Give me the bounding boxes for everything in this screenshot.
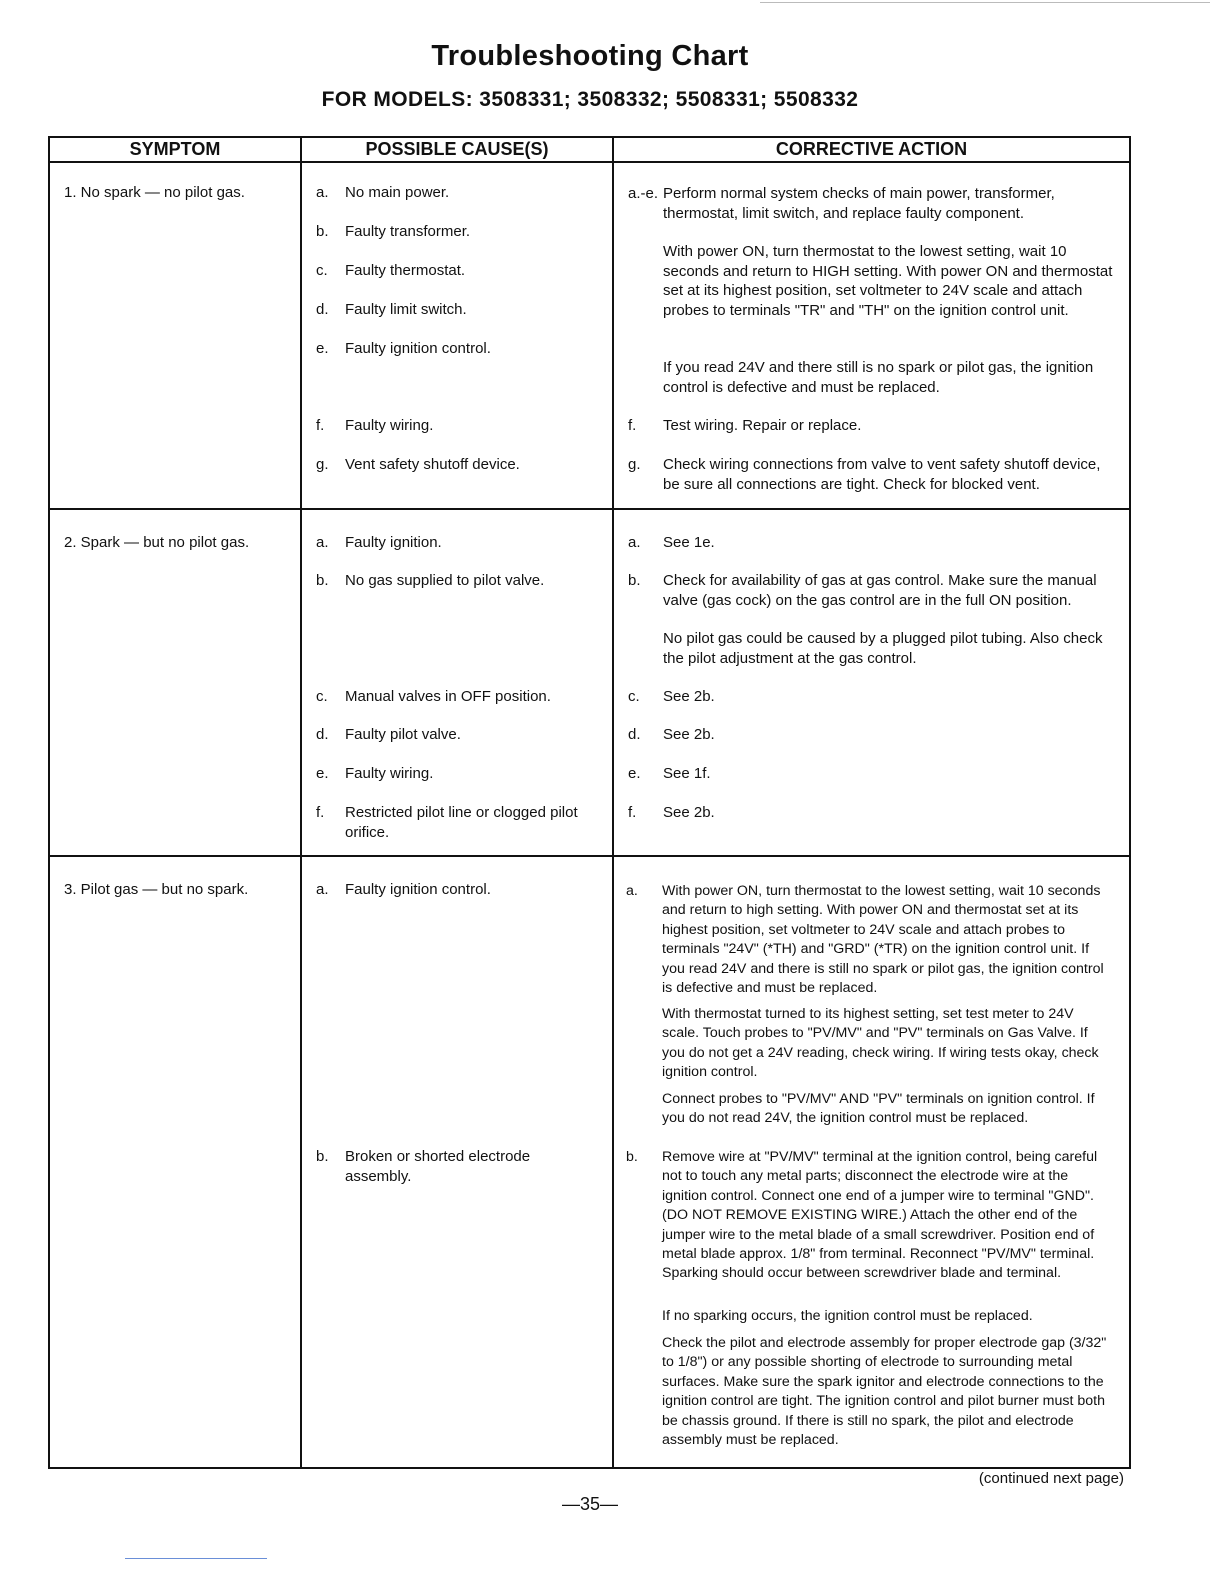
action-label: b. xyxy=(626,1149,638,1165)
cause-label: f. xyxy=(316,417,325,434)
page-title: Troubleshooting Chart xyxy=(431,40,749,72)
symptom-1: 1. No spark — no pilot gas. xyxy=(64,184,245,201)
page-number: —35— xyxy=(561,1494,619,1514)
action-text: Check the pilot and electrode assembly for proper electrode gap (3/32" to 1/8") or any possible shorting of electrode to surrounding metal surfaces. Make sure the spark ignitor and electrode connections to the ignition control are tight. The ignition control and pilot burner must both be chassis ground. If there is still no spark, the pilot and electrode assembly must be replaced. xyxy=(662,1335,1107,1449)
cause-label: d. xyxy=(316,726,329,743)
column-divider xyxy=(612,136,614,1469)
action-text: Connect probes to "PV/MV" AND "PV" terminals on ignition control. If you do not read 24V, the ignition control must be replaced. xyxy=(662,1091,1095,1127)
action-text: See 1f. xyxy=(663,765,711,782)
action-label: a.-e. xyxy=(628,185,659,202)
cause-text: Broken or shorted electrode assembly. xyxy=(345,1148,531,1185)
action-text: With thermostat turned to its highest setting, set test meter to 24V scale. Touch probes to "PV/MV" and "PV" terminals on Gas Valve. If you do not get a 24V reading, check wiring. If wiring tests okay, check ignition control. xyxy=(662,1006,1099,1081)
scan-edge-line xyxy=(760,2,1210,3)
action-label: f. xyxy=(628,417,637,434)
cause-text: No gas supplied to pilot valve. xyxy=(345,572,545,589)
action-text: With power ON, turn thermostat to the lowest setting, wait 10 seconds and return to high setting. With power ON and thermostat set at its highest position, set voltmeter to 24V scale and attach probes to terminals "24V" (*TH) and "GRD" (*TR) on the ignition control unit. If you read 24V and there is still no spark or pilot gas, the ignition control is defective and must be replaced. xyxy=(662,883,1104,997)
action-text: Remove wire at "PV/MV" terminal at the ignition control, being careful not to touch any metal parts; disconnect the electrode wire at the ignition control. Connect one end of a jumper wire to terminal "GND". (DO NOT REMOVE EXISTING WIRE.) Attach the other end of the jumper wire to the metal blade of a small screwdriver. Position end of metal blade approx. 1/8" from terminal. Reconnect "PV/MV" terminal. Sparking should occur between screwdriver blade and terminal. xyxy=(662,1149,1098,1282)
page-subtitle: FOR MODELS: 3508331; 3508332; 5508331; 5508332 xyxy=(321,88,859,111)
cause-label: b. xyxy=(316,572,329,589)
header-action: CORRECTIVE ACTION xyxy=(614,137,1129,163)
cause-label: c. xyxy=(316,262,328,279)
action-text: See 2b. xyxy=(663,804,715,821)
cause-label: a. xyxy=(316,184,329,201)
cause-label: g. xyxy=(316,456,329,473)
action-text: See 2b. xyxy=(663,688,715,705)
action-label: a. xyxy=(628,534,641,551)
continued-note: (continued next page) xyxy=(978,1470,1124,1487)
cause-text: Faulty wiring. xyxy=(345,765,434,782)
column-divider xyxy=(300,136,302,1469)
cause-text: Faulty pilot valve. xyxy=(345,726,461,743)
cause-label: d. xyxy=(316,301,329,318)
cause-text: Restricted pilot line or clogged pilot orifice. xyxy=(345,804,578,841)
action-label: f. xyxy=(628,804,637,821)
action-text: Check for availability of gas at gas control. Make sure the manual valve (gas cock) on the gas control are in the full ON position. xyxy=(663,572,1097,609)
cause-label: c. xyxy=(316,688,328,705)
action-text: See 1e. xyxy=(663,534,715,551)
cause-label: a. xyxy=(316,881,329,898)
action-text: With power ON, turn thermostat to the lowest setting, wait 10 seconds and return to HIGH setting. With power ON and thermostat set at its highest position, set voltmeter to 24V scale and attach probes to terminals "TR" and "TH" on the ignition control unit. xyxy=(663,243,1113,319)
cause-text: Faulty ignition. xyxy=(345,534,442,551)
cause-text: Faulty ignition control. xyxy=(345,881,491,898)
action-text: If you read 24V and there still is no spark or pilot gas, the ignition control is defective and must be replaced. xyxy=(663,359,1094,396)
cause-label: b. xyxy=(316,223,329,240)
symptom-2: 2. Spark — but no pilot gas. xyxy=(64,534,250,551)
header-causes: POSSIBLE CAUSE(S) xyxy=(302,137,612,163)
action-label: d. xyxy=(628,726,641,743)
cause-label: a. xyxy=(316,534,329,551)
action-label: c. xyxy=(628,688,640,705)
header-symptom: SYMPTOM xyxy=(50,137,300,163)
cause-label: e. xyxy=(316,765,329,782)
action-label: g. xyxy=(628,456,641,473)
action-text: Test wiring. Repair or replace. xyxy=(663,417,862,434)
cause-text: No main power. xyxy=(345,184,450,201)
cause-text: Vent safety shutoff device. xyxy=(345,456,520,473)
cause-text: Faulty transformer. xyxy=(345,223,471,240)
action-text: See 2b. xyxy=(663,726,715,743)
cause-text: Faulty wiring. xyxy=(345,417,434,434)
action-label: b. xyxy=(628,572,641,589)
row-divider xyxy=(48,855,1131,857)
cause-label: b. xyxy=(316,1148,329,1165)
cause-text: Faulty thermostat. xyxy=(345,262,466,279)
action-label: a. xyxy=(626,883,638,899)
cause-text: Faulty ignition control. xyxy=(345,340,491,357)
action-text: If no sparking occurs, the ignition control must be replaced. xyxy=(662,1308,1033,1324)
action-text: Check wiring connections from valve to vent safety shutoff device, be sure all connections are tight. Check for blocked vent. xyxy=(663,456,1101,493)
scan-artifact-line xyxy=(125,1558,267,1559)
cause-text: Manual valves in OFF position. xyxy=(345,688,551,705)
action-label: e. xyxy=(628,765,641,782)
row-divider xyxy=(48,508,1131,510)
action-text: Perform normal system checks of main power, transformer, thermostat, limit switch, and replace faulty component. xyxy=(663,185,1055,222)
cause-text: Faulty limit switch. xyxy=(345,301,467,318)
cause-label: e. xyxy=(316,340,329,357)
action-text: No pilot gas could be caused by a plugged pilot tubing. Also check the pilot adjustment at the gas control. xyxy=(663,630,1103,667)
symptom-3: 3. Pilot gas — but no spark. xyxy=(64,881,249,898)
cause-label: f. xyxy=(316,804,325,821)
